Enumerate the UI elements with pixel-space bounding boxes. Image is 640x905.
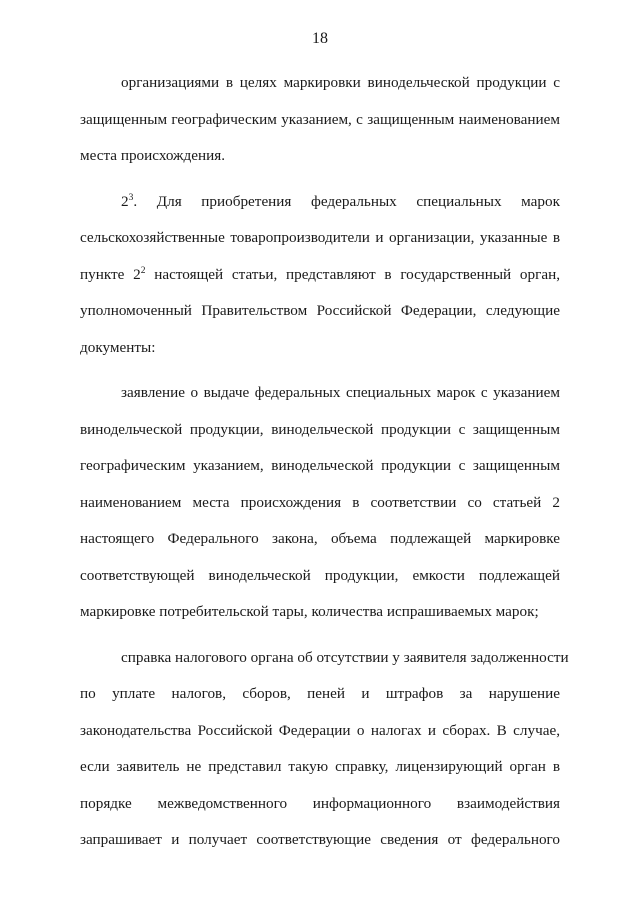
page-number: 18	[312, 30, 328, 47]
document-body	[80, 65, 569, 859]
text-line	[80, 184, 560, 221]
word: приобретения	[201, 192, 292, 210]
text-line: документы:	[80, 338, 156, 356]
paragraph-2-3	[80, 184, 560, 367]
text-line: соответствующей винодельческой продукции, емкости подлежащей	[80, 566, 560, 584]
text-line: справка налогового органа об отсутствии у заявителя задолженности	[121, 648, 569, 666]
text-line: защищенным географическим указанием, с защищенным наименованием	[80, 110, 560, 128]
text-line: организациями в целях маркировки винодельческой продукции с	[121, 74, 560, 91]
text-line: географическим указанием, винодельческой продукции с защищенным	[80, 457, 560, 474]
text-line: заявление о выдаче федеральных специальных марок с указанием	[121, 384, 560, 401]
clause-superscript: 3	[128, 192, 134, 203]
text-line: наименованием места происхождения в соответствии со статьей 2	[80, 493, 560, 511]
word: федеральных	[311, 192, 397, 210]
text-line: места происхождения.	[80, 147, 226, 164]
text-line: настоящего Федерального закона, объема подлежащей маркировке	[80, 530, 560, 547]
paragraph-application	[80, 375, 560, 631]
text-line: винодельческой продукции, винодельческой продукции с защищенным	[80, 420, 560, 438]
word: специальных	[416, 192, 502, 210]
text-line: законодательства Российской Федерации о налогах и сборах. В случае,	[80, 721, 560, 739]
text-line	[80, 257, 560, 294]
text-line: уполномоченный Правительством Российской Федерации, следующие	[80, 302, 560, 319]
text-line: маркировке потребительской тары, количества испрашиваемых марок;	[80, 603, 539, 620]
text-line: запрашивает и получает соответствующие сведения от федерального	[80, 831, 560, 848]
paragraph-continuation	[80, 65, 560, 175]
text-line: порядке межведомственного информационного взаимодействия	[80, 794, 560, 812]
clause-number: $2^3$. Для	[121, 192, 182, 210]
text-line: если заявитель не представил такую справку, лицензирующий орган в	[80, 758, 560, 775]
reference-text: пункте 2	[80, 265, 141, 283]
paragraph-tax-certificate	[80, 640, 569, 859]
text-line: сельскохозяйственные товаропроизводители и организации, указанные в	[80, 229, 560, 246]
word: марок	[521, 192, 560, 210]
reference-superscript: 2	[140, 265, 146, 276]
reference-tail: настоящей статьи, представляют в государственный орган,	[145, 265, 561, 283]
text-line: по уплате налогов, сборов, пеней и штрафов за нарушение	[80, 685, 560, 702]
